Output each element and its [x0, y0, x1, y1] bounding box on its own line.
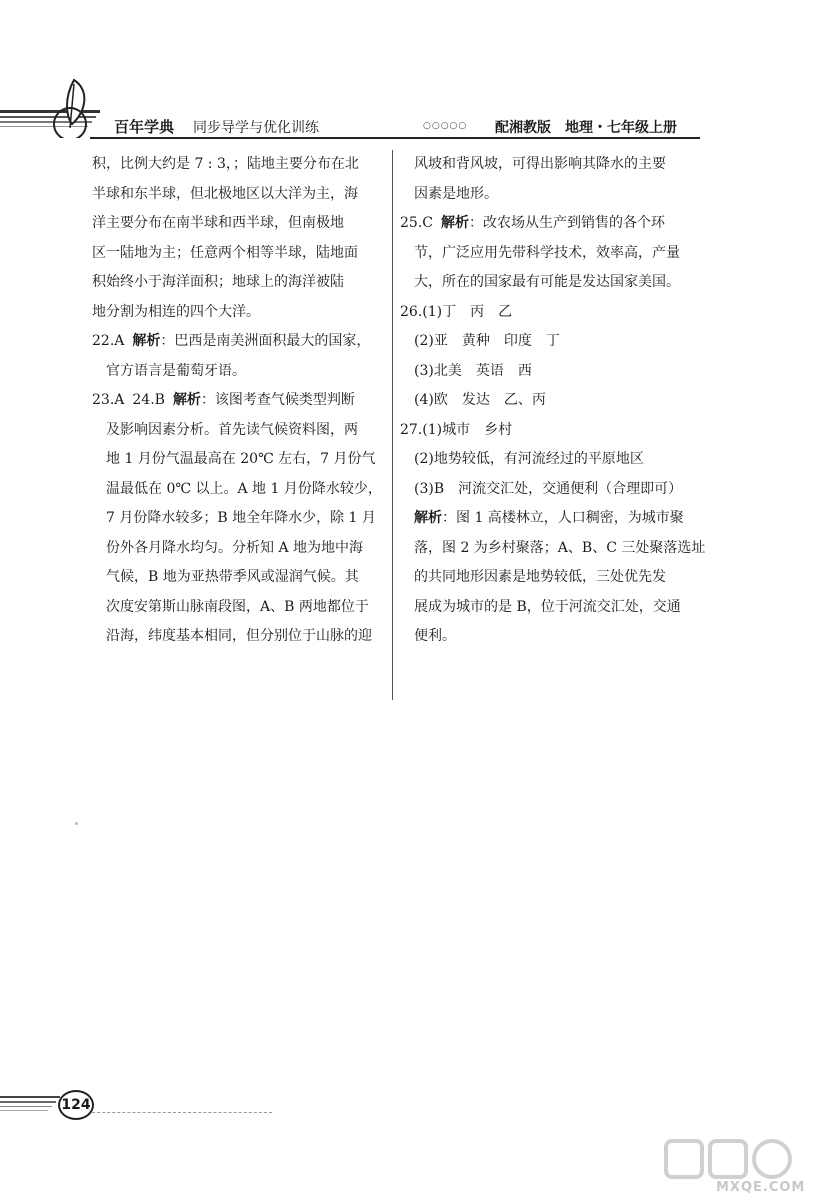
question-number: 22.A — [92, 333, 125, 349]
analysis-label: 解析 — [172, 392, 201, 408]
header-dots: ○○○○○ — [423, 121, 468, 131]
text-line: 因素是地形。 — [414, 185, 498, 202]
text-line: 地分割为相连的四个大洋。 — [92, 303, 260, 320]
analysis-text: ：巴西是南美洲面积最大的国家， — [160, 333, 371, 349]
scan-speck — [75, 822, 78, 825]
analysis-text: ：改农场从生产到销售的各个环 — [468, 215, 665, 231]
header-rule — [90, 137, 700, 139]
footer-stripes — [0, 1094, 60, 1116]
answer-27-2: (2)地势较低，有河流经过的平原地区 — [414, 451, 644, 467]
analysis-text: ：图 1 高楼林立，人口稠密，为城市聚 — [442, 510, 684, 526]
text-line: 区一陆地为主；任意两个相等半球，陆地面 — [92, 244, 358, 261]
answer-23-24 — [92, 386, 388, 416]
text-line: 积，比例大约是 7 : 3，；陆地主要分布在北 — [92, 156, 359, 172]
text-line: 的共同地形因素是地势较低，三处优先发 — [414, 569, 666, 585]
answer-27-1: 27.(1)城市 乡村 — [400, 421, 513, 438]
text-line: 大，所在的国家最有可能是发达国家美国。 — [414, 274, 680, 290]
text-line: 沿海，纬度基本相同，但分别位于山脉的迎 — [106, 628, 372, 644]
quill-logo-icon — [52, 78, 102, 138]
edition-label: 配湘教版 地理・七年级上册 — [495, 120, 677, 136]
left-column — [92, 150, 388, 652]
text-line: 份外各月降水均匀。分析知 A 地为地中海 — [106, 539, 364, 556]
text-line: 次度安第斯山脉南段图，A、B 两地都位于 — [106, 598, 369, 615]
watermark-logo-icon — [660, 1135, 800, 1185]
text-line: 展成为城市的是 B，位于河流交汇处，交通 — [414, 598, 681, 615]
answer-25 — [400, 209, 722, 239]
text-line: 地 1 月份气温最高在 20℃ 左右，7 月份气 — [106, 451, 376, 467]
text-line: 洋主要分布在南半球和西半球，但南极地 — [92, 215, 344, 231]
answer-26-1: 26.(1)丁 丙 乙 — [400, 303, 513, 320]
answer-27-3: (3)B 河流交汇处，交通便利（合理即可） — [414, 480, 683, 497]
watermark-text: MXQE.COM — [716, 1180, 806, 1195]
answer-26-4: (4)欧 发达 乙、丙 — [414, 392, 546, 408]
brand-title: 百年学典 — [114, 118, 175, 136]
text-line: 7 月份降水较多；B 地全年降水少，除 1 月 — [106, 510, 376, 526]
text-line: 落，图 2 为乡村聚落；A、B、C 三处聚落选址 — [414, 539, 706, 556]
page-number: 124 — [58, 1090, 94, 1120]
text-line: 积始终小于海洋面积；地球上的海洋被陆 — [92, 274, 344, 290]
answer-26-2: (2)亚 黄种 印度 丁 — [414, 333, 560, 349]
analysis-label: 解析 — [440, 215, 469, 231]
answer-22 — [92, 327, 388, 357]
analysis-text: ：该图考查气候类型判断 — [200, 392, 355, 408]
question-number: 24.B — [132, 392, 165, 408]
question-number: 23.A — [92, 392, 125, 408]
series-subtitle: 同步导学与优化训练 — [193, 120, 319, 136]
answer-26-3: (3)北美 英语 西 — [414, 362, 532, 379]
text-line: 便利。 — [414, 628, 456, 644]
text-line: 及影响因素分析。首先读气候资料图，两 — [106, 421, 358, 438]
answer-27-analysis — [400, 504, 722, 534]
text-line: 节，广泛应用先带科学技术，效率高，产量 — [414, 244, 680, 261]
text-line: 风坡和背风坡，可得出影响其降水的主要 — [414, 156, 666, 172]
question-number: 25.C — [400, 215, 433, 231]
text-line: 半球和东半球，但北极地区以大洋为主，海 — [92, 185, 358, 202]
text-line: 官方语言是葡萄牙语。 — [106, 362, 246, 379]
analysis-label: 解析 — [414, 510, 442, 526]
text-line: 温最低在 0℃ 以上。A 地 1 月份降水较少， — [106, 480, 382, 497]
analysis-label: 解析 — [132, 333, 161, 349]
footer-dashed-rule — [92, 1112, 272, 1113]
right-column — [400, 150, 722, 652]
column-divider — [392, 150, 393, 700]
text-line: 气候，B 地为亚热带季风或湿润气候。其 — [106, 569, 359, 585]
